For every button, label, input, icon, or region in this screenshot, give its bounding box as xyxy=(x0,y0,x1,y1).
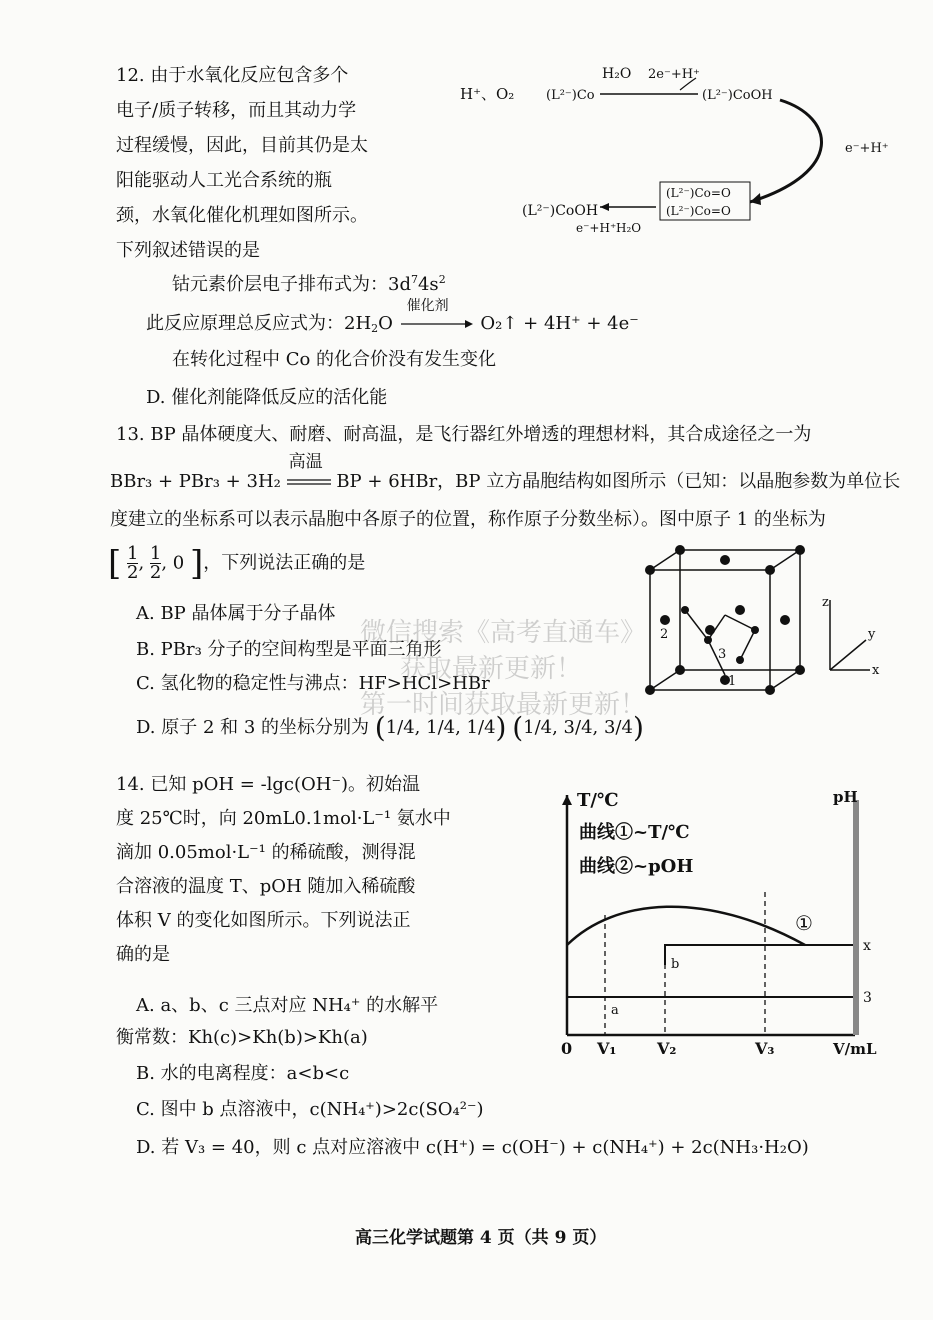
q13-d-coord: 1/4 xyxy=(426,717,456,738)
q13-unit-cell-diagram xyxy=(630,540,900,720)
q12-cycle-diagram xyxy=(450,52,910,252)
q13-fraction-den: 2 xyxy=(127,562,139,583)
q12-option-b-sub: 2 xyxy=(371,322,379,335)
q12-catalyst-arrow-line xyxy=(399,314,475,334)
q12-option-a xyxy=(172,270,446,295)
watermark-line: 微信搜索《高考直通车》 xyxy=(360,618,647,648)
axis-label-x: x xyxy=(872,663,880,678)
cell-edges xyxy=(650,550,800,690)
graph-legend-1: 曲线①~T/℃ xyxy=(579,822,690,843)
x-tick-0: 0 xyxy=(561,1039,573,1058)
diagram-co-o-2: (L²⁻)Co=O xyxy=(666,204,731,218)
curve-2-upper xyxy=(665,945,853,965)
q13-d-coord: 1/4 xyxy=(466,717,496,738)
graph-y-label: T/℃ xyxy=(577,790,619,811)
q12-stem-line: 电子/质子转移，而且其动力学 xyxy=(116,100,357,121)
graph-right-label: pH xyxy=(833,788,858,806)
q14-stem-line: 度 25℃时，向 20mL0.1mol·L⁻¹ 氨水中 xyxy=(116,808,451,829)
watermark-line: 获取最新更新！ xyxy=(400,654,583,684)
q14-stem xyxy=(116,768,451,972)
graph-y-arrow xyxy=(562,795,572,805)
q12-option-b-products: O₂↑ + 4H⁺ + 4e⁻ xyxy=(480,313,639,334)
q12-stem-line: 颈，水氧化催化机理如图所示。 xyxy=(116,205,368,226)
q12-option-b-pre: 此反应原理总反应式为：2H xyxy=(146,313,372,334)
cell-label-3: 3 xyxy=(718,647,727,662)
diagram-co-o-1: (L²⁻)Co=O xyxy=(666,186,731,200)
q14-stem-line: 确的是 xyxy=(116,944,170,965)
q13-stem-line3: 度建立的坐标系可以表示晶胞中各原子的位置，称作原子分数坐标）。图中原子 1 的坐标为 xyxy=(110,509,826,530)
diagram-cooh-left: (L²⁻)CoOH xyxy=(522,203,599,219)
q14-option-b: B. 水的电离程度：a<b<c xyxy=(136,1063,350,1084)
q12-stem-line: 阳能驱动人工光合系统的瓶 xyxy=(116,170,332,191)
q13-coord-tail: , 0 xyxy=(161,552,185,574)
q13-stem-tail: ，下列说法正确的是 xyxy=(203,552,366,574)
arrow-curve-right xyxy=(750,100,822,202)
q14-stem-line: 体积 V 的变化如图所示。下列说法正 xyxy=(116,910,411,931)
q14-stem-line: 合溶液的温度 T、pOH 随加入稀硫酸 xyxy=(116,876,416,897)
q13-d-coord: 1/4 xyxy=(523,717,553,738)
q14-option-a-line: A. a、b、c 三点对应 NH₄⁺ 的水解平 xyxy=(136,995,439,1016)
q13-option-c: C. 氢化物的稳定性与沸点：HF>HCl>HBr xyxy=(136,673,490,694)
graph-legend-2: 曲线②~pOH xyxy=(579,856,694,877)
cell-axes xyxy=(830,600,870,670)
q12-stem xyxy=(116,58,368,268)
point-a-label: a xyxy=(611,1003,619,1018)
curve-1-mark: ① xyxy=(795,911,813,935)
q13-option-a: A. BP 晶体属于分子晶体 xyxy=(136,603,336,624)
x-tick-v3: V₃ xyxy=(755,1039,775,1058)
q13-d-coord: 1/4 xyxy=(385,717,415,738)
q12-stem-line: 过程缓慢，因此，目前其仍是太 xyxy=(116,135,368,156)
point-b-label: b xyxy=(671,957,680,972)
cell-label-2: 2 xyxy=(660,627,669,642)
page-footer: 高三化学试题第 4 页（共 9 页） xyxy=(355,1228,607,1248)
diagram-e-h-top: 2e⁻+H⁺ xyxy=(648,67,700,82)
cell-label-1: 1 xyxy=(728,674,737,689)
diagram-h-o2: H⁺、O₂ xyxy=(460,85,515,103)
q13-fraction-num: 1 xyxy=(149,543,162,564)
q13-option-d-text: D. 原子 2 和 3 的坐标分别为 xyxy=(136,717,370,738)
q12-catalyst-arrow xyxy=(399,298,475,334)
x-tick-vml: V/mL xyxy=(833,1040,877,1058)
q13-eq-condition xyxy=(287,452,331,492)
q14-graph xyxy=(555,780,895,1060)
level-right-top: x xyxy=(863,938,871,954)
q12-option-a-text: 钴元素价层电子排布式为：3d xyxy=(172,274,411,295)
axis-label-y: y xyxy=(868,627,876,642)
diagram-start-species: (L²⁻)Co xyxy=(546,88,595,103)
q14-option-c: C. 图中 b 点溶液中，c(NH₄⁺)>2c(SO₄²⁻) xyxy=(136,1099,484,1120)
q13-eq-double-line xyxy=(287,472,331,492)
axis-label-z: z xyxy=(822,595,829,610)
q13-fraction xyxy=(150,545,161,582)
q12-option-a-exp2: 2 xyxy=(438,273,446,286)
q13-d-coord: 3/4 xyxy=(603,717,633,738)
q14-stem-line: 滴加 0.05mol·L⁻¹ 的稀硫酸，测得混 xyxy=(116,842,416,863)
q12-option-b-post: O xyxy=(378,313,393,334)
diagram-e-h-right: e⁻+H⁺ xyxy=(845,141,889,156)
q12-catalyst-label: 催化剂 xyxy=(406,298,449,314)
q13-d-coord: 3/4 xyxy=(563,717,593,738)
q13-bracket-right: ] xyxy=(190,543,204,584)
x-tick-v2: V₂ xyxy=(657,1039,677,1058)
q13-eq-products: BP + 6HBr，BP 立方晶胞结构如图所示（已知：以晶胞参数为单位长 xyxy=(336,471,901,492)
q12-stem-line: 下列叙述错误的是 xyxy=(116,240,260,261)
arrow-bottom-head xyxy=(600,203,609,211)
q13-eq-condition-label: 高温 xyxy=(288,452,323,472)
diagram-h2o-top: H₂O xyxy=(602,66,632,82)
q12-stem-line: 12. 由于水氧化反应包含多个 xyxy=(116,65,349,86)
curve-1-temperature xyxy=(567,907,805,945)
q13-fraction-den: 2 xyxy=(149,562,162,583)
q13-eq-reactants: BBr₃ + PBr₃ + 3H₂ xyxy=(110,471,281,492)
q14-stem-line: 14. 已知 pOH = -lgc(OH⁻)。初始温 xyxy=(116,774,421,795)
level-right-bottom: 3 xyxy=(863,990,872,1006)
q14-option-a xyxy=(116,990,439,1054)
graph-right-bar xyxy=(853,800,859,1035)
diagram-h2o-bottom: H₂O xyxy=(616,221,642,235)
diagram-e-h-bottom: e⁻+H⁺ xyxy=(576,221,617,235)
q14-option-a-line: 衡常数：Kh(c)>Kh(b)>Kh(a) xyxy=(116,1027,368,1048)
x-tick-v1: V₁ xyxy=(597,1039,617,1058)
arrow-curve-head xyxy=(750,193,761,205)
q13-option-b: B. PBr₃ 分子的空间构型是平面三角形 xyxy=(136,639,442,660)
q12-option-a-exp1: 7 xyxy=(410,273,418,286)
q13-fraction xyxy=(127,545,138,582)
q12-option-c: 在转化过程中 Co 的化合价没有发生变化 xyxy=(172,349,497,370)
q12-option-b xyxy=(146,298,639,339)
q13-fraction-num: 1 xyxy=(127,543,139,564)
cell-atoms xyxy=(645,545,805,695)
watermark-line: 第一时间获取最新更新！ xyxy=(360,690,647,720)
q13-equation-line xyxy=(110,452,901,492)
q14-option-d: D. 若 V₃ = 40，则 c 点对应溶液中 c(H⁺) = c(OH⁻) + c(NH₄⁺) + 2c(NH₃·H₂O) xyxy=(136,1137,809,1158)
q13-bracket-left: [ xyxy=(108,543,122,584)
q12-option-a-mid: 4s xyxy=(417,274,439,295)
q13-stem-line4: [ $\frac{1}{2}$ , $\frac{1}{2}$ , 0 ]，下列说法正确的是 xyxy=(108,543,366,584)
q13-stem-line1: 13. BP 晶体硬度大、耐磨、耐高温，是飞行器红外增透的理想材料，其合成途径之一为 xyxy=(116,424,812,445)
diagram-cooh-right: (L²⁻)CoOH xyxy=(702,88,773,103)
q13-option-d: D. 原子 2 和 3 的坐标分别为 (1/4, 1/4, 1/4) (1/4, 3/4, 3/4) xyxy=(136,711,644,744)
q12-option-d: D. 催化剂能降低反应的活化能 xyxy=(146,387,388,408)
